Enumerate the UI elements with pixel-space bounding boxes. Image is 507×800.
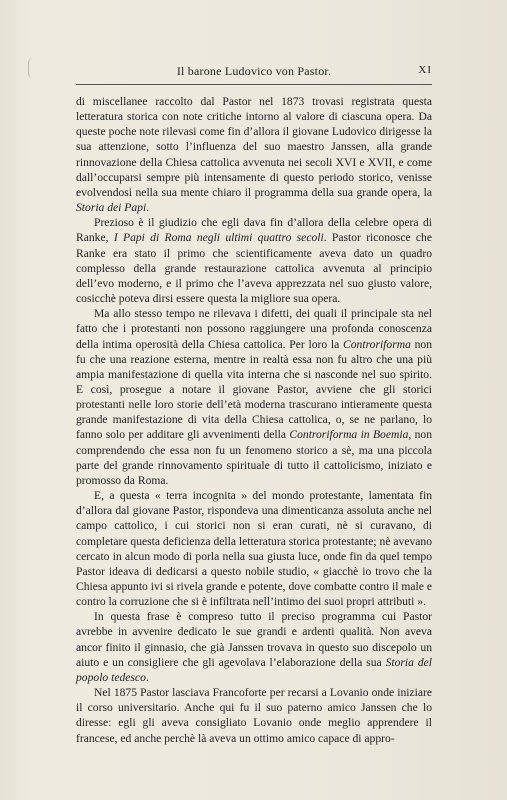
text-run: . bbox=[146, 201, 150, 215]
text-run: Ma allo stesso tempo ne rilevava i difetti, dei quali il principale sta nel fatto che i protestanti non possono raggiungere una profonda conoscenza della intima operosità della Chiesa cattolica. Per loro la bbox=[76, 307, 432, 351]
paragraph bbox=[76, 94, 432, 215]
italic-title: Storia del popolo tedesco bbox=[76, 655, 432, 684]
text-run: non fu che una reazione esterna, mentre in realtà essa non fu altro che una più ampia manifestazione di quella vita interna che si nasconde nel suo spirito. E così, prosegue a notare il giovane Pastor, avviene che gli storici protestanti nelle loro storie dell’età moderna trascurano intieramente questa grande manifestazione di vita della Chiesa cattolica, o, se ne parlano, lo fanno solo per additare gli avvenimenti della bbox=[76, 337, 432, 442]
italic-title: Controriforma bbox=[343, 337, 411, 351]
paragraph bbox=[76, 306, 432, 488]
paragraph bbox=[76, 488, 432, 609]
italic-title: Storia dei Papi bbox=[76, 201, 147, 215]
text-run: Nel 1875 Pastor lasciava Francoforte per recarsi a Lovanio onde iniziare il corso universitario. Anche qui fu il suo paterno amico Janssen che lo diresse: egli gli aveva consigliato Lovanio onde meglio apprendere il francese, ed anche perchè là aveva un ottimo amico capace di appro- bbox=[76, 686, 432, 745]
running-title: Il barone Ludovico von Pastor. bbox=[176, 64, 332, 78]
page-header bbox=[76, 64, 432, 80]
header-rule bbox=[76, 84, 432, 85]
text-run: Prezioso è il giudizio che egli dava fin d’allora della celebre opera di Ranke, bbox=[76, 216, 432, 245]
paragraph bbox=[76, 609, 432, 685]
italic-title: Controriforma in Boemia bbox=[289, 428, 409, 442]
text-run: di miscellanee raccolto dal Pastor nel 1873 trovasi registrata questa letteratura storica con note critiche intorno al valore di ciascuna opera. Da queste poche note rilevasi come fin d’allora il giovane Ludovico dirigesse la sua attenzione, sotto l’influenza del suo maestro Janssen, alla grande rinnovazione della Chiesa cattolica avvenuta nei secoli XVI e XVII, e come dall’occuparsi sempre più intensamente di questo periodo storico, venisse evolvendosi nella sua mente chiaro il programma della sua grande opera, la bbox=[76, 95, 432, 199]
text-run: In questa frase è compreso tutto il preciso programma cui Pastor avrebbe in avvenire dedicato le sue grandi e ardenti qualità. Non aveva ancor finito il ginnasio, che già Janssen trovava in questo suo discepolo un aiuto e un consigliere che gli agevolava l’elaborazione della sua bbox=[76, 610, 432, 669]
italic-title: I Papi di Roma negli ultimi quattro secoli bbox=[113, 231, 324, 245]
text-run: E, a questa « terra incognita » del mondo protestante, lamentata fin d’allora dal giovane Pastor, rispondeva una dimenticanza assoluta anche nel campo cattolico, i cui storici non si eran curati, nè si curavano, di completare questa deficienza della letteratura storica protestante; nè avevano cercato in alcun modo di porla nella sua giusta luce, onde fin da quel tempo Pastor ideava di dedicarsi a questo nobile studio, « giacchè io trovo che la Chiesa appunto ivi si rivela grande e potente, dove combatte contro il male e contro la corruzione che si è infiltrata nell’intimo dei suoi propri attributi ». bbox=[76, 489, 433, 609]
text-run: , non comprendendo che essa non fu un fenomeno storico a sè, ma una piccola parte del grande rinnovamento spirituale di tutto il cattolicismo, iniziato e promosso da Roma. bbox=[76, 428, 433, 487]
page-number: XI bbox=[418, 64, 432, 76]
body-text bbox=[76, 94, 432, 746]
text-run: . bbox=[145, 670, 149, 684]
paragraph bbox=[76, 215, 432, 306]
text-run: . Pastor riconosce che Ranke era stato il primo che scientificamente aveva dato un quadro complesso della grande restaurazione cattolica avvenuta al principio dell’evo moderno, e il primo che l’aveva apprezzata nel suo giusto valore, cosicchè poteva dirsi essere questa la migliore sua opera. bbox=[76, 231, 433, 306]
paragraph bbox=[76, 685, 432, 746]
margin-stain bbox=[28, 58, 37, 78]
